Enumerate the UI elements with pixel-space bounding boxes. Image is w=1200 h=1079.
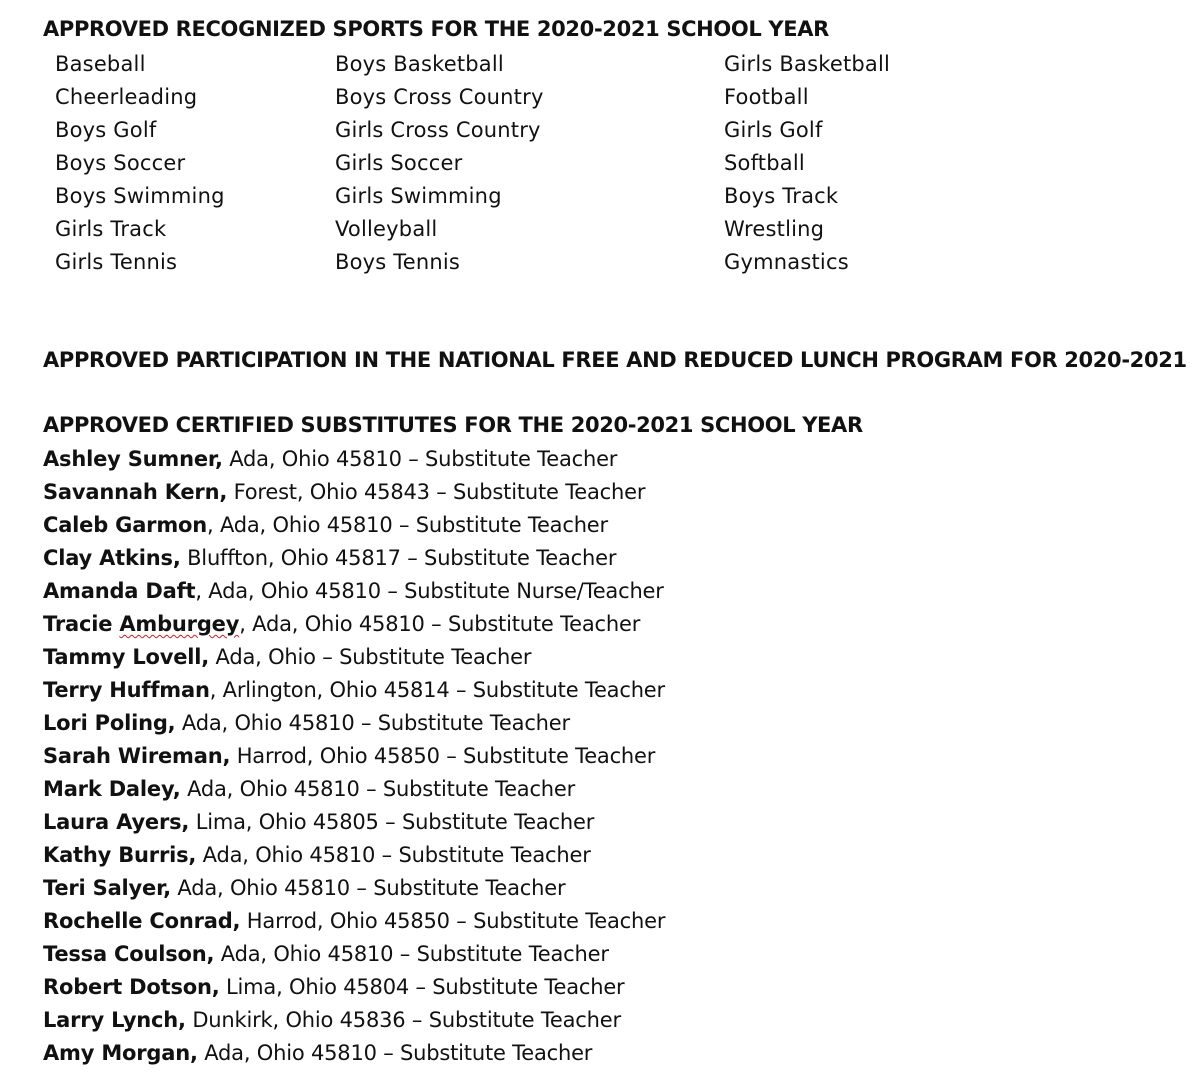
- substitutes-heading: APPROVED CERTIFIED SUBSTITUTES FOR THE 2020-2021 SCHOOL YEAR: [43, 413, 863, 437]
- substitute-name: Tessa Coulson,: [43, 942, 215, 966]
- substitute-details: Harrod, Ohio 45850 – Substitute Teacher: [230, 744, 656, 768]
- substitute-details: , Ada, Ohio 45810 – Substitute Teacher: [207, 513, 608, 537]
- sport-item: Wrestling: [724, 217, 825, 241]
- substitute-details: Ada, Ohio 45810 – Substitute Teacher: [170, 876, 566, 900]
- sport-item: Girls Track: [55, 217, 167, 241]
- sports-heading: APPROVED RECOGNIZED SPORTS FOR THE 2020-2021 SCHOOL YEAR: [43, 17, 829, 41]
- substitute-row: [43, 509, 665, 542]
- substitute-name: Amanda Daft: [43, 579, 196, 603]
- substitute-details: Ada, Ohio 45810 – Substitute Teacher: [180, 777, 576, 801]
- substitute-name: Savannah Kern,: [43, 480, 228, 504]
- sport-item: Boys Track: [724, 184, 839, 208]
- substitute-first-name: Tracie: [43, 612, 120, 636]
- substitute-name: Sarah Wireman,: [43, 744, 231, 768]
- substitute-name: Terry Huffman: [43, 678, 210, 702]
- substitute-row: [43, 872, 665, 905]
- sport-item: Girls Soccer: [335, 151, 463, 175]
- substitute-details: Ada, Ohio – Substitute Teacher: [209, 645, 532, 669]
- substitute-details: Bluffton, Ohio 45817 – Substitute Teacher: [180, 546, 617, 570]
- substitute-row: [43, 806, 665, 839]
- substitute-details: , Ada, Ohio 45810 – Substitute Nurse/Teacher: [195, 579, 664, 603]
- substitute-details: Ada, Ohio 45810 – Substitute Teacher: [197, 1041, 593, 1065]
- substitute-row: [43, 773, 665, 806]
- substitute-details: Harrod, Ohio 45850 – Substitute Teacher: [240, 909, 666, 933]
- sport-item: Boys Tennis: [335, 250, 461, 274]
- substitute-details: Ada, Ohio 45810 – Substitute Teacher: [222, 447, 618, 471]
- sport-item: Girls Cross Country: [335, 118, 541, 142]
- substitute-row: [43, 740, 665, 773]
- sport-item: Boys Cross Country: [335, 85, 544, 109]
- sport-item: Softball: [724, 151, 805, 175]
- sports-column-2: [335, 48, 544, 279]
- sport-item: Football: [724, 85, 809, 109]
- substitute-details: , Ada, Ohio 45810 – Substitute Teacher: [239, 612, 641, 636]
- substitute-row: [43, 542, 665, 575]
- substitute-row: [43, 575, 665, 608]
- substitute-row: [43, 938, 665, 971]
- sport-item: Girls Basketball: [724, 52, 891, 76]
- sport-item: Cheerleading: [55, 85, 198, 109]
- substitute-details: , Arlington, Ohio 45814 – Substitute Teacher: [209, 678, 665, 702]
- sport-item: Boys Golf: [55, 118, 157, 142]
- substitute-name: Robert Dotson,: [43, 975, 220, 999]
- substitute-row: [43, 608, 665, 641]
- substitute-details: Ada, Ohio 45810 – Substitute Teacher: [214, 942, 609, 966]
- substitute-details: Ada, Ohio 45810 – Substitute Teacher: [196, 843, 591, 867]
- substitute-name: Lori Poling,: [43, 711, 176, 735]
- substitute-row: [43, 971, 665, 1004]
- sport-item: Baseball: [55, 52, 146, 76]
- substitute-row: [43, 674, 665, 707]
- substitute-name: Caleb Garmon: [43, 513, 207, 537]
- substitute-name: Kathy Burris,: [43, 843, 197, 867]
- substitute-row: [43, 839, 665, 872]
- substitute-details: Lima, Ohio 45805 – Substitute Teacher: [189, 810, 595, 834]
- substitute-name: Teri Salyer,: [43, 876, 171, 900]
- substitute-row: [43, 1037, 665, 1070]
- substitute-name: Rochelle Conrad,: [43, 909, 241, 933]
- sports-column-1: [55, 48, 225, 279]
- substitute-name: Ashley Sumner,: [43, 447, 223, 471]
- lunch-program-heading: APPROVED PARTICIPATION IN THE NATIONAL FREE AND REDUCED LUNCH PROGRAM FOR 2020-2021: [43, 348, 1187, 372]
- substitute-name: [43, 612, 239, 636]
- substitute-name: Mark Daley,: [43, 777, 181, 801]
- sport-item: Girls Swimming: [335, 184, 502, 208]
- substitute-name: Larry Lynch,: [43, 1008, 186, 1032]
- substitute-row: [43, 707, 665, 740]
- sports-column-3: [724, 48, 890, 279]
- substitute-name: Clay Atkins,: [43, 546, 181, 570]
- substitute-row: [43, 1004, 665, 1037]
- sport-item: Volleyball: [335, 217, 438, 241]
- substitute-row: [43, 443, 665, 476]
- sport-item: Gymnastics: [724, 250, 849, 274]
- substitute-name: Tammy Lovell,: [43, 645, 210, 669]
- substitute-name: Amy Morgan,: [43, 1041, 198, 1065]
- substitute-name: Laura Ayers,: [43, 810, 190, 834]
- substitute-details: Ada, Ohio 45810 – Substitute Teacher: [175, 711, 570, 735]
- substitute-details: Lima, Ohio 45804 – Substitute Teacher: [219, 975, 625, 999]
- sport-item: Girls Golf: [724, 118, 823, 142]
- sport-item: Boys Swimming: [55, 184, 225, 208]
- substitute-row: [43, 905, 665, 938]
- substitutes-list: [43, 443, 665, 1070]
- substitute-row: [43, 476, 665, 509]
- sport-item: Boys Basketball: [335, 52, 504, 76]
- substitute-details: Dunkirk, Ohio 45836 – Substitute Teacher: [185, 1008, 621, 1032]
- sport-item: Girls Tennis: [55, 250, 178, 274]
- substitute-row: [43, 641, 665, 674]
- spellcheck-flagged-word: Amburgey: [119, 612, 240, 636]
- sport-item: Boys Soccer: [55, 151, 186, 175]
- substitute-details: Forest, Ohio 45843 – Substitute Teacher: [227, 480, 646, 504]
